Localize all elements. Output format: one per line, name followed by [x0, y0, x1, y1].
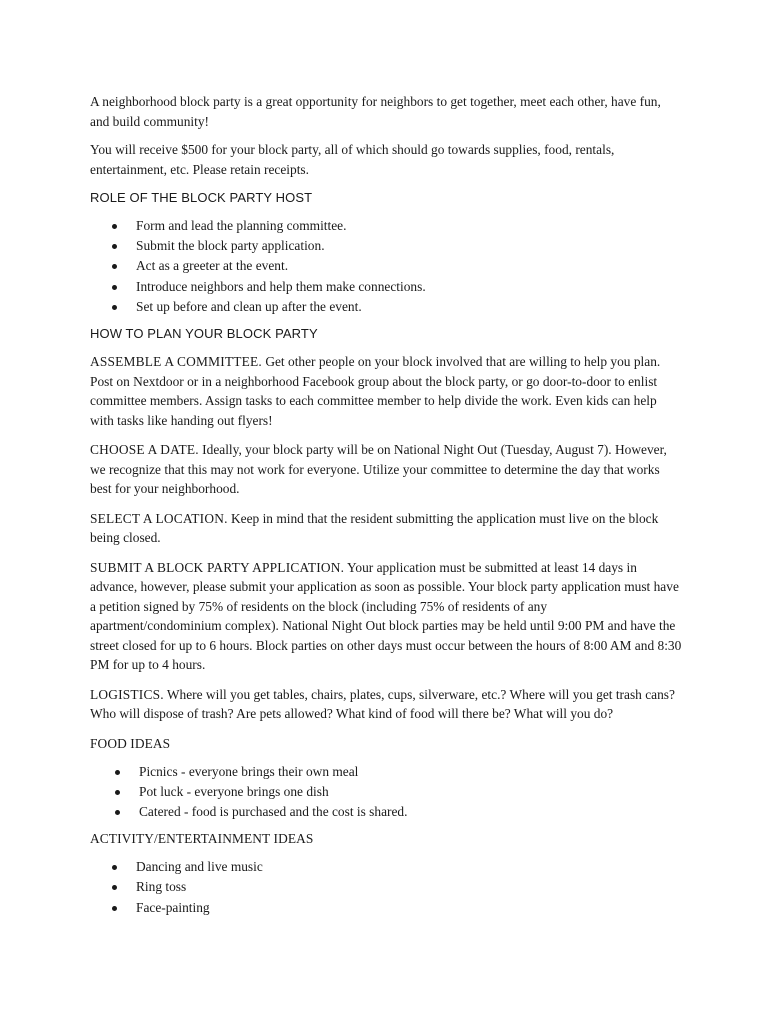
bullet-icon — [112, 885, 117, 890]
location-section — [90, 509, 682, 548]
committee-section — [90, 352, 682, 430]
bullet-icon — [112, 305, 117, 310]
list-item: Picnics - everyone brings their own meal — [90, 762, 682, 782]
section-lead: ASSEMBLE A COMMITTEE. — [90, 354, 262, 370]
section-lead: SUBMIT A BLOCK PARTY APPLICATION. — [90, 559, 345, 575]
list-item: Ring toss — [90, 877, 682, 897]
plan-heading: HOW TO PLAN YOUR BLOCK PARTY — [90, 326, 318, 342]
bullet-icon — [112, 224, 117, 229]
date-section — [90, 440, 682, 499]
bullet-icon — [115, 770, 120, 775]
section-text: Ideally, your block party will be on National Night Out (Tuesday, August 7). However, we recognize that this may not work for everyone. Utilize your committee to determine the day that works best for your neighborhood. — [90, 442, 667, 497]
section-text: Where will you get tables, chairs, plates, cups, silverware, etc.? Where will you get trash cans? Who will dispose of trash? Are pets allowed? What kind of food will there be? What will you do? — [90, 686, 675, 722]
section-lead: LOGISTICS. — [90, 686, 164, 702]
role-list — [90, 216, 682, 317]
bullet-icon — [112, 285, 117, 290]
logistics-section — [90, 685, 682, 724]
list-item: Pot luck - everyone brings one dish — [90, 782, 682, 802]
list-item: Act as a greeter at the event. — [90, 256, 682, 276]
document-page — [90, 92, 682, 925]
bullet-icon — [112, 865, 117, 870]
bullet-icon — [115, 810, 120, 815]
role-heading: ROLE OF THE BLOCK PARTY HOST — [90, 190, 313, 205]
list-item: Dancing and live music — [90, 857, 682, 877]
food-heading: FOOD IDEAS — [90, 735, 171, 751]
list-item: Introduce neighbors and help them make connections. — [90, 277, 682, 297]
list-item: Form and lead the planning committee. — [90, 216, 682, 236]
intro-paragraph: A neighborhood block party is a great opportunity for neighbors to get together, meet each other, have fun, and build community! — [90, 94, 661, 129]
section-text: Your application must be submitted at least 14 days in advance, however, please submit your application as soon as possible. Your block party application must have a petition signed by 75% of residents on the block (including 75% of residents of any apartment/condominium complex). National Night Out block parties may be held until 9:00 PM and have the street closed for up to 6 hours. Block parties on other days must occur between the hours of 8:00 AM and 8:30 PM for up to 4 hours. — [90, 559, 682, 673]
activity-list — [90, 857, 682, 918]
bullet-icon — [112, 906, 117, 911]
food-list — [90, 762, 682, 823]
section-text: Get other people on your block involved that are willing to help you plan. Post on Nextdoor or in a neighborhood Facebook group about the block party, or go door-to-door to enlist committee members. Assign tasks to each committee member to help divide the work. Even kids can help with tasks like handing out flyers! — [90, 354, 661, 428]
list-item: Face-painting — [90, 898, 682, 918]
section-lead: CHOOSE A DATE. — [90, 442, 199, 458]
section-lead: SELECT A LOCATION. — [90, 510, 228, 526]
list-item: Catered - food is purchased and the cost is shared. — [90, 802, 682, 822]
list-item: Submit the block party application. — [90, 236, 682, 256]
funding-paragraph: You will receive $500 for your block party, all of which should go towards supplies, food, rentals, entertainment, etc. Please retain receipts. — [90, 142, 615, 177]
section-text: Keep in mind that the resident submitting the application must live on the block being closed. — [90, 510, 659, 546]
bullet-icon — [112, 244, 117, 249]
bullet-icon — [115, 790, 120, 795]
list-item: Set up before and clean up after the event. — [90, 297, 682, 317]
activity-heading: ACTIVITY/ENTERTAINMENT IDEAS — [90, 831, 314, 847]
bullet-icon — [112, 264, 117, 269]
application-section — [90, 558, 682, 675]
